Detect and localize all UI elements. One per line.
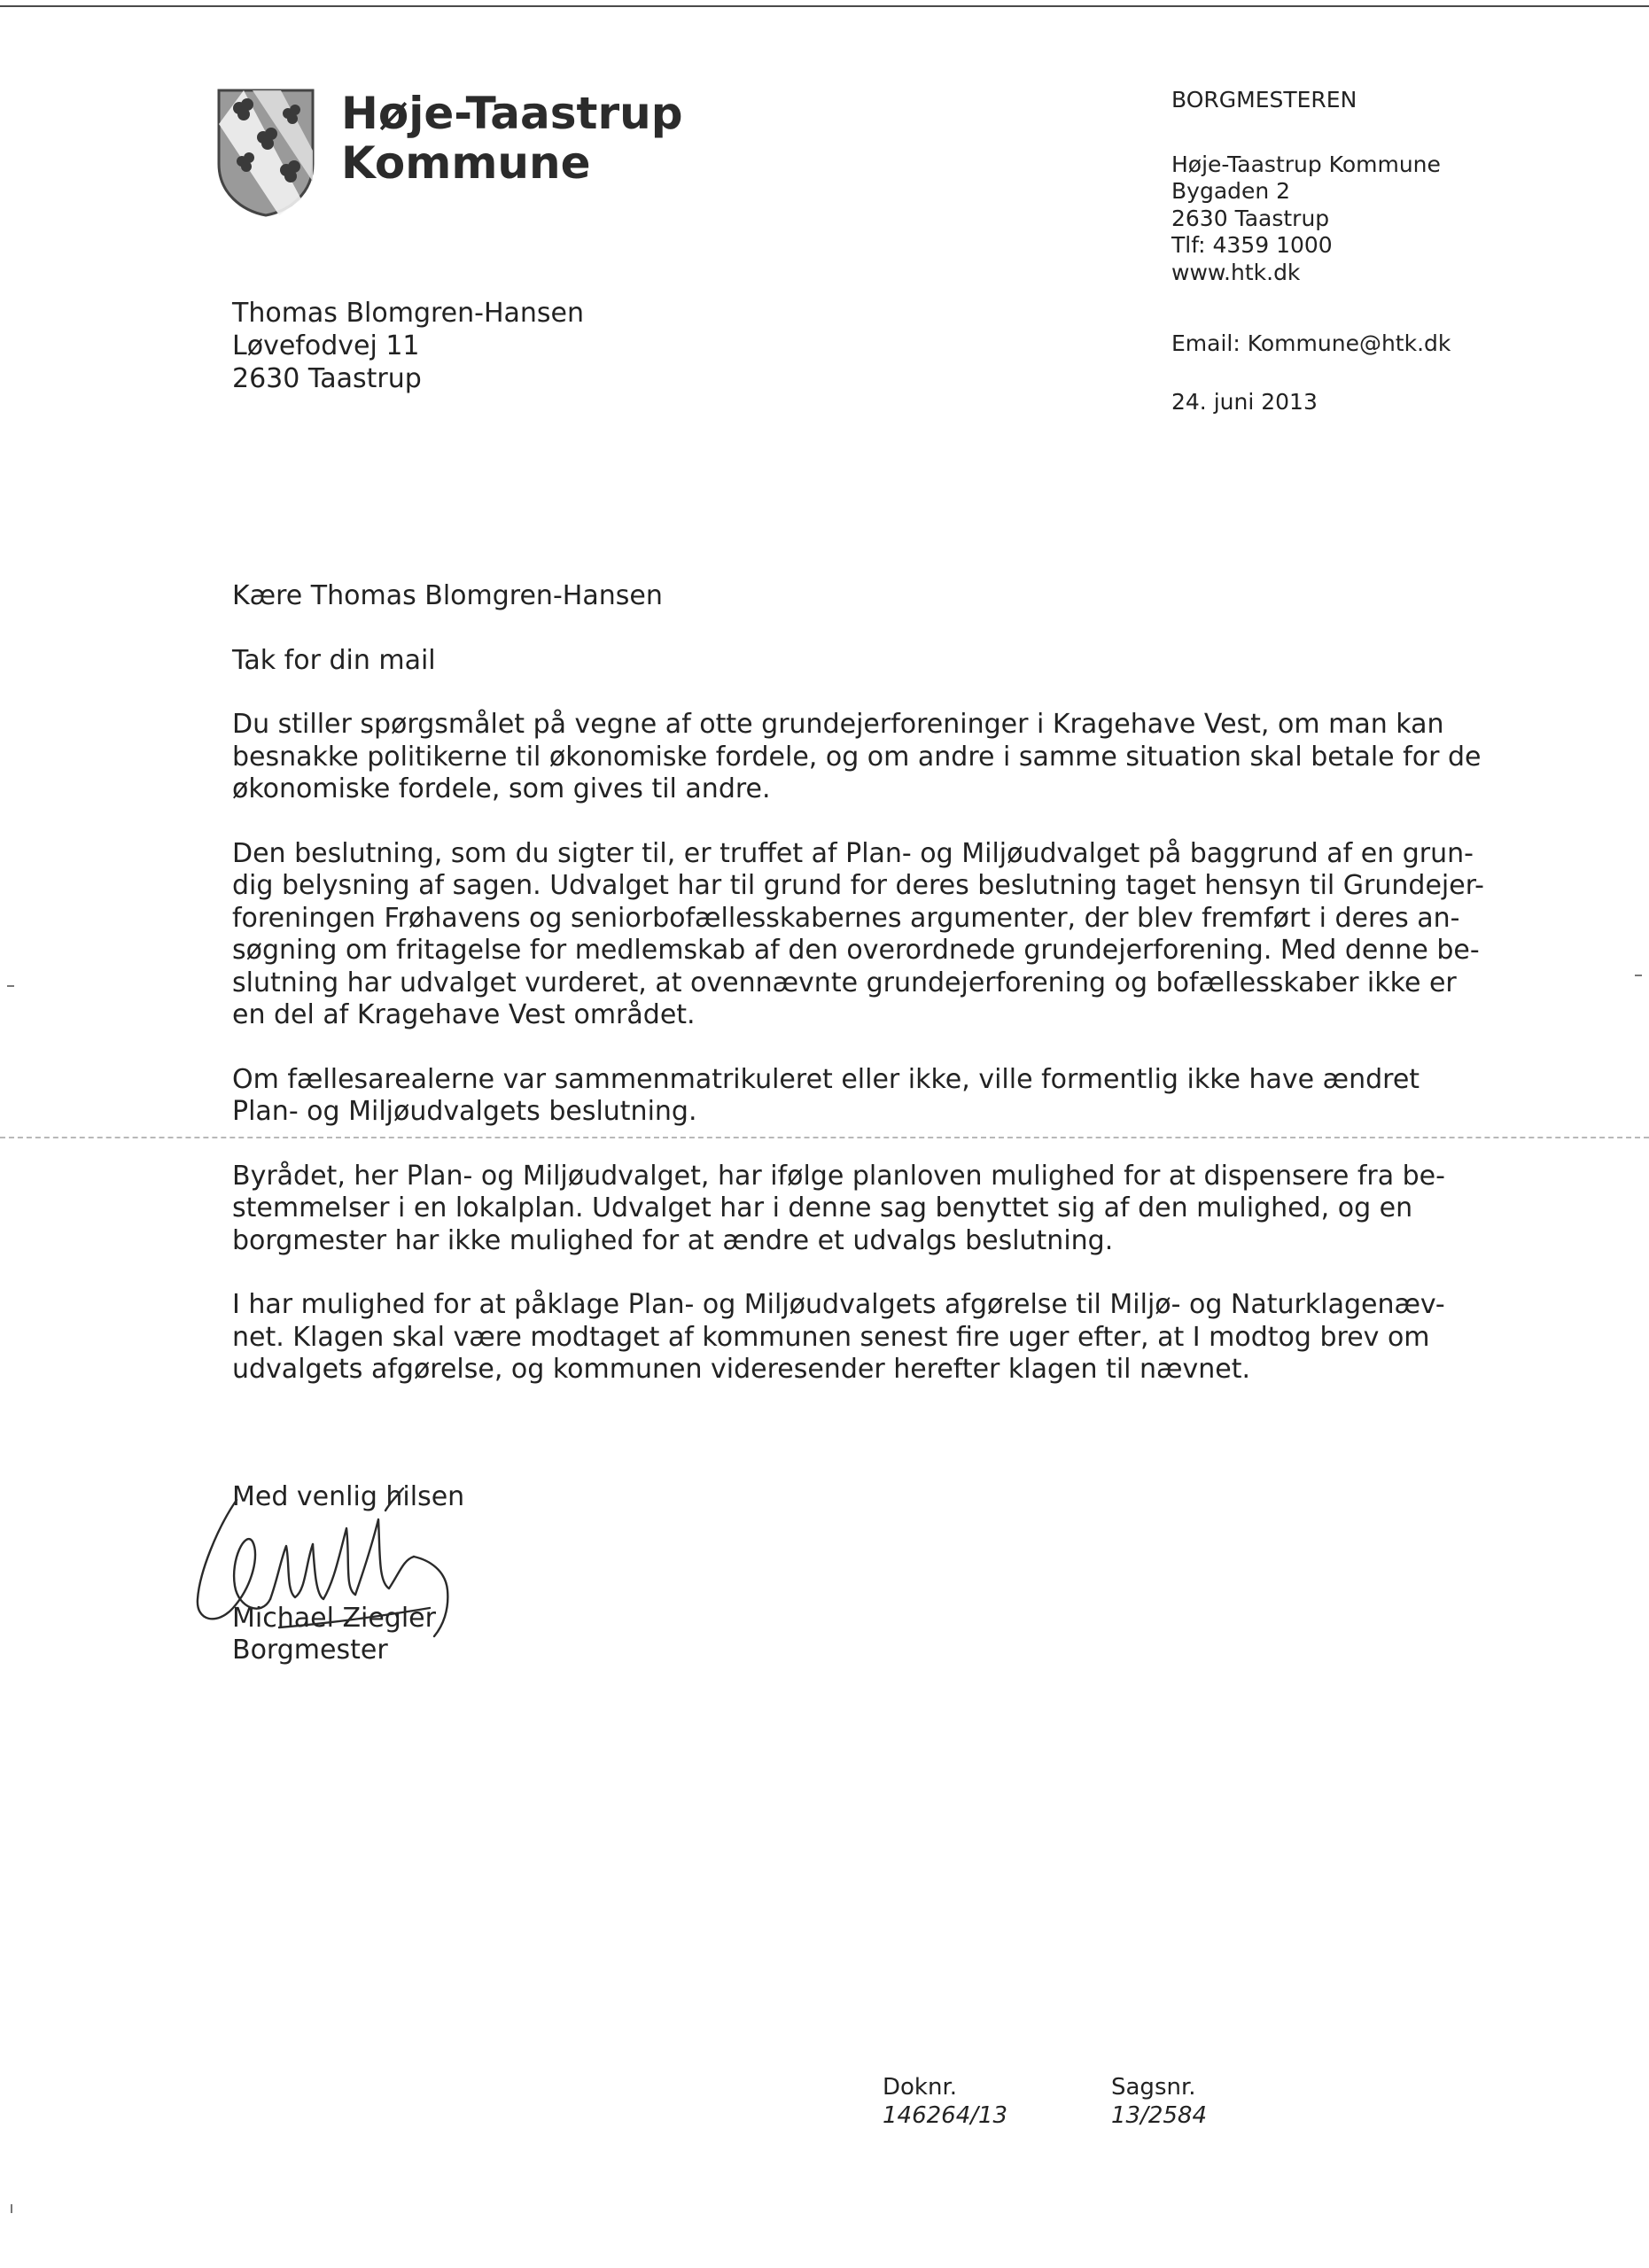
handwritten-signature-icon [182, 1475, 465, 1648]
organization-name [341, 89, 683, 188]
letter-salutation: Kære Thomas Blomgren-Hansen [232, 580, 663, 611]
recipient-address-block [232, 297, 584, 395]
doknr-value: 146264/13 [883, 2102, 1008, 2129]
sender-website: www.htk.dk [1171, 259, 1301, 285]
paragraph-line: økonomiske fordele, som gives til andre. [232, 773, 771, 804]
paragraph-line: dig belysning af sagen. Udvalget har til grund for deres beslutning taget hensyn til Grundejer- [232, 870, 1484, 901]
sender-street: Bygaden 2 [1171, 178, 1291, 204]
paragraph-line: I har mulighed for at påklage Plan- og Miljøudvalgets afgørelse til Miljø- og Naturklagenæv- [232, 1289, 1445, 1320]
sender-city: 2630 Taastrup [1171, 205, 1330, 231]
closing-regards: Med venlig hilsen [232, 1481, 465, 1512]
letter-paragraph [232, 1289, 1499, 1386]
paragraph-line: slutning har udvalget vurderet, at ovennævnte grundejerforening og bofællesskaber ikke er [232, 967, 1457, 998]
sagsnr-label: Sagsnr. [1111, 2074, 1196, 2101]
scan-speck [1635, 975, 1642, 976]
paragraph-line: Den beslutning, som du sigter til, er truffet af Plan- og Miljøudvalget på baggrund af en grun- [232, 837, 1474, 869]
scan-speck [11, 2204, 12, 2213]
recipient-street: Løvefodvej 11 [232, 330, 420, 361]
sagsnr-value: 13/2584 [1111, 2102, 1208, 2129]
signatory-title: Borgmester [232, 1635, 388, 1666]
organization-name-line-1: Høje-Taastrup [341, 88, 683, 139]
letter-paragraph [232, 645, 1499, 678]
sender-address-block [1171, 87, 1632, 416]
crest-icon [217, 89, 315, 217]
paragraph-line: søgning om fritagelse for medlemskab af den overordnede grundejerforening. Med denne be- [232, 935, 1480, 966]
paragraph-line: stemmelser i en lokalplan. Udvalget har i denne sag benyttet sig af den mulighed, og en [232, 1192, 1413, 1223]
sender-department: BORGMESTEREN [1171, 87, 1357, 113]
letter-paragraph [232, 838, 1499, 1032]
paragraph-line: udvalgets afgørelse, og kommunen videresender herefter klagen til nævnet. [232, 1354, 1251, 1385]
paragraph-line: en del af Kragehave Vest området. [232, 999, 696, 1030]
signatory-name: Michael Ziegler [232, 1602, 436, 1634]
paragraph-line: net. Klagen skal være modtaget af kommunen senest fire uger efter, at I modtog brev om [232, 1321, 1430, 1353]
letter-date: 24. juni 2013 [1171, 388, 1318, 415]
paragraph-line: Plan- og Miljøudvalgets beslutning. [232, 1096, 697, 1127]
paragraph-line: Tak for din mail [232, 644, 436, 676]
sender-office: Høje-Taastrup Kommune [1171, 151, 1441, 177]
letter-paragraph [232, 1161, 1499, 1258]
letterhead-logo [217, 88, 683, 230]
paragraph-line: Byrådet, her Plan- og Miljøudvalget, har ifølge planloven mulighed for at dispensere fra be- [232, 1160, 1445, 1192]
doknr-label: Doknr. [883, 2074, 958, 2101]
document-number [883, 2073, 1007, 2130]
paragraph-line: foreningen Frøhavens og seniorbofællesskabernes argumenter, der blev fremført i deres an- [232, 902, 1460, 934]
paragraph-line: borgmester har ikke mulighed for at ændre et udvalgs beslutning. [232, 1224, 1114, 1256]
paragraph-line: Du stiller spørgsmålet på vegne af otte grundejerforeninger i Kragehave Vest, om man kan [232, 709, 1444, 740]
letter-body [232, 580, 1499, 1418]
paragraph-line: besnakke politikerne til økonomiske fordele, og om andre i samme situation skal betale for de [232, 741, 1482, 773]
scan-speck [7, 985, 14, 987]
letter-paragraph [232, 1064, 1499, 1129]
sender-email: Email: Kommune@htk.dk [1171, 330, 1451, 356]
letter-paragraph [232, 709, 1499, 806]
organization-name-line-2: Kommune [341, 137, 591, 189]
scan-top-rule [0, 5, 1649, 7]
paragraph-line: Om fællesarealerne var sammenmatrikuleret eller ikke, ville formentlig ikke have ændret [232, 1063, 1420, 1095]
sender-phone: Tlf: 4359 1000 [1171, 232, 1333, 258]
letter-paragraphs [232, 645, 1499, 1386]
recipient-name: Thomas Blomgren-Hansen [232, 298, 585, 329]
case-number [1111, 2073, 1207, 2130]
recipient-city: 2630 Taastrup [232, 363, 422, 394]
